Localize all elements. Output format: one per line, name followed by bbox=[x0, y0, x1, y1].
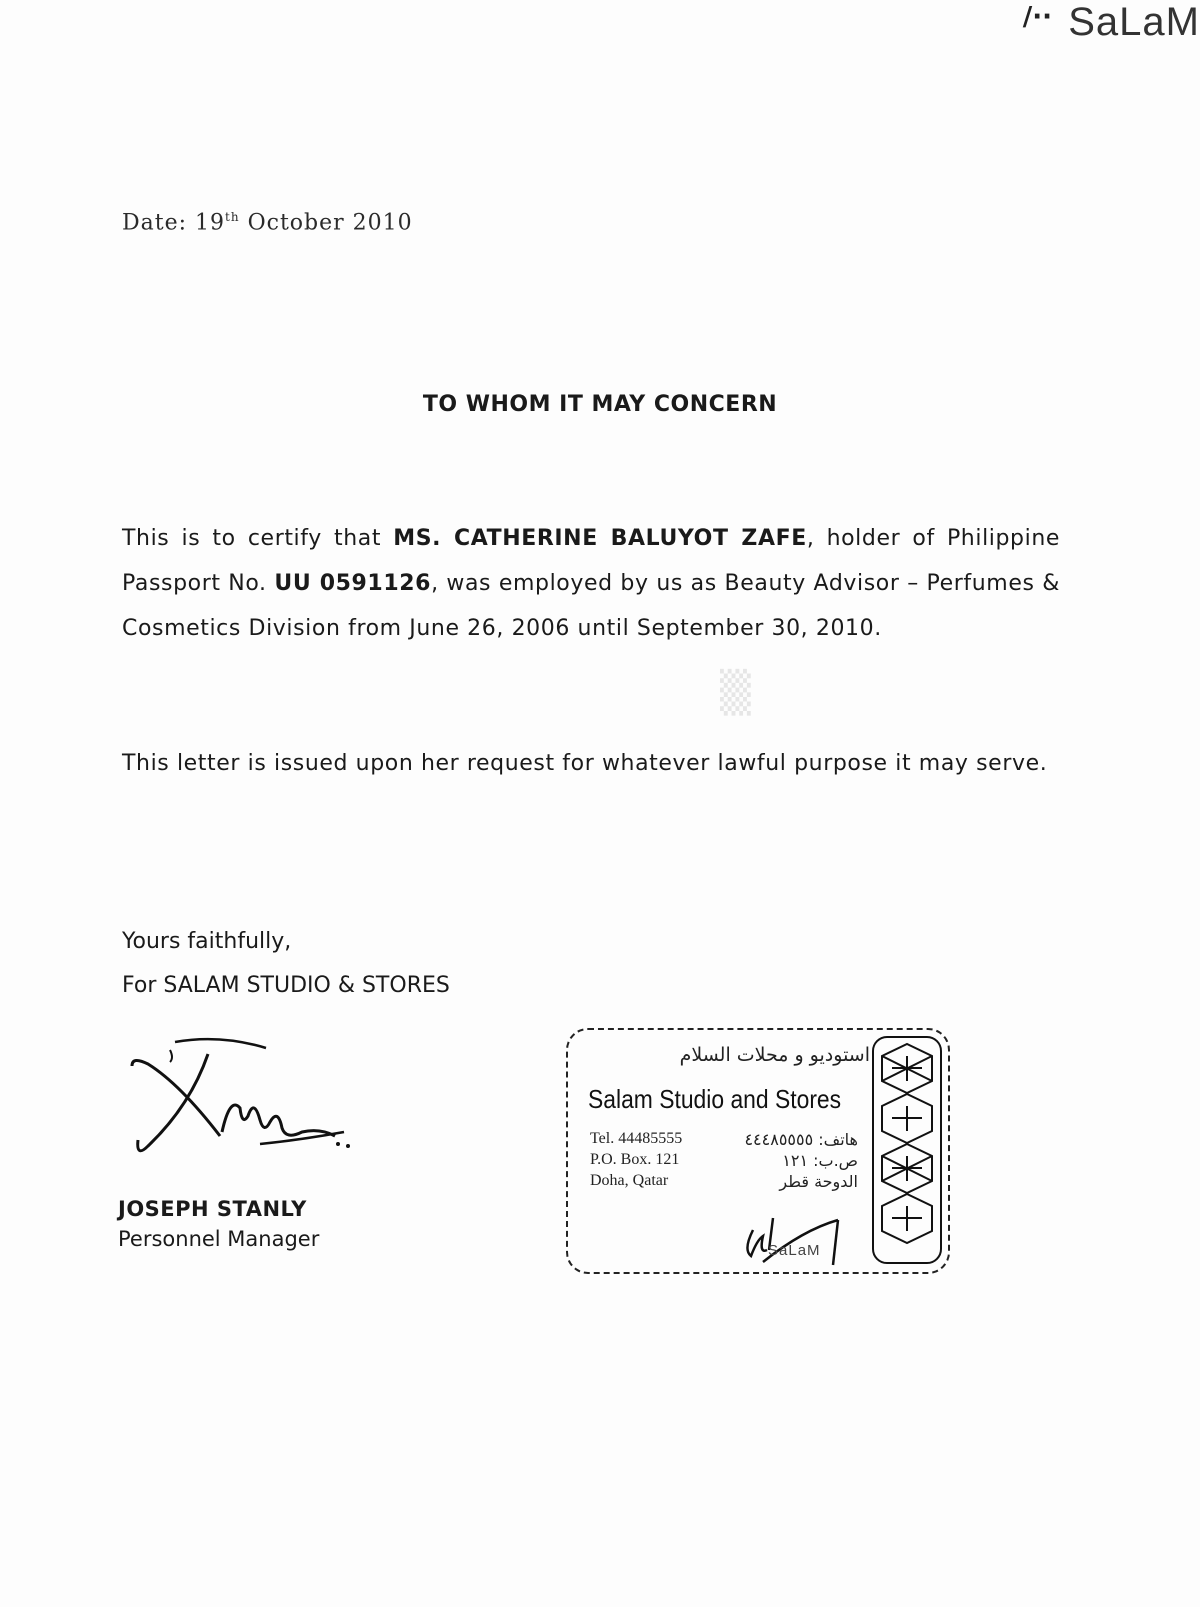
letter-date bbox=[122, 210, 413, 235]
stamp-pattern-icon bbox=[872, 1036, 942, 1264]
stamp-signature-text: SaLaM bbox=[768, 1242, 821, 1259]
stamp-city-ar: الدوحة قطر bbox=[779, 1172, 858, 1191]
bleed-through-mark: ▒ bbox=[720, 670, 751, 716]
company-logo bbox=[1068, 0, 1200, 45]
handwritten-signature bbox=[130, 1036, 370, 1166]
date-day: 19 bbox=[195, 210, 226, 236]
p1-middle: , holder of Philippine Passport No. bbox=[122, 526, 1061, 596]
p1-intro: This is to certify that bbox=[122, 526, 394, 551]
company-stamp bbox=[566, 1028, 950, 1274]
date-label: Date: bbox=[122, 210, 188, 236]
stamp-english-name: Salam Studio and Stores bbox=[588, 1084, 842, 1114]
date-rest: October 2010 bbox=[247, 210, 413, 236]
logo-mark-icon: ∕·· bbox=[1022, 2, 1052, 32]
stamp-city: Doha, Qatar bbox=[590, 1172, 669, 1189]
employee-name: MS. CATHERINE BALUYOT ZAFE bbox=[393, 526, 807, 551]
closing-company: For SALAM STUDIO & STORES bbox=[122, 973, 450, 998]
closing-block bbox=[122, 920, 450, 1008]
stamp-pobox: P.O. Box. 121 bbox=[590, 1151, 680, 1168]
p1-end: , was employed by us as Beauty Advisor – Perfumes & Cosmetics Division from June 26, 2006 until September 30, 2010. bbox=[122, 571, 1061, 641]
passport-number: UU 0591126 bbox=[274, 571, 432, 596]
stamp-signature bbox=[733, 1210, 853, 1270]
stamp-pobox-ar: ص.ب: ١٢١ bbox=[782, 1151, 858, 1170]
closing-salutation: Yours faithfully, bbox=[122, 929, 292, 954]
stamp-tel: Tel. 44485555 bbox=[590, 1130, 683, 1147]
purpose-paragraph: This letter is issued upon her request for whatever lawful purpose it may serve. bbox=[122, 751, 1048, 776]
date-suffix: th bbox=[225, 210, 240, 224]
logo-text: SaLaM bbox=[1068, 0, 1200, 44]
certification-paragraph bbox=[122, 516, 1060, 651]
stamp-tel-ar: هاتف: ٤٤٤٨٥٥٥٥ bbox=[744, 1130, 858, 1149]
signatory-title: Personnel Manager bbox=[118, 1227, 320, 1251]
letter-heading: TO WHOM IT MAY CONCERN bbox=[422, 392, 778, 417]
signatory-name: JOSEPH STANLY bbox=[118, 1197, 307, 1221]
stamp-arabic-name: استوديو و محلات السلام bbox=[679, 1044, 870, 1066]
